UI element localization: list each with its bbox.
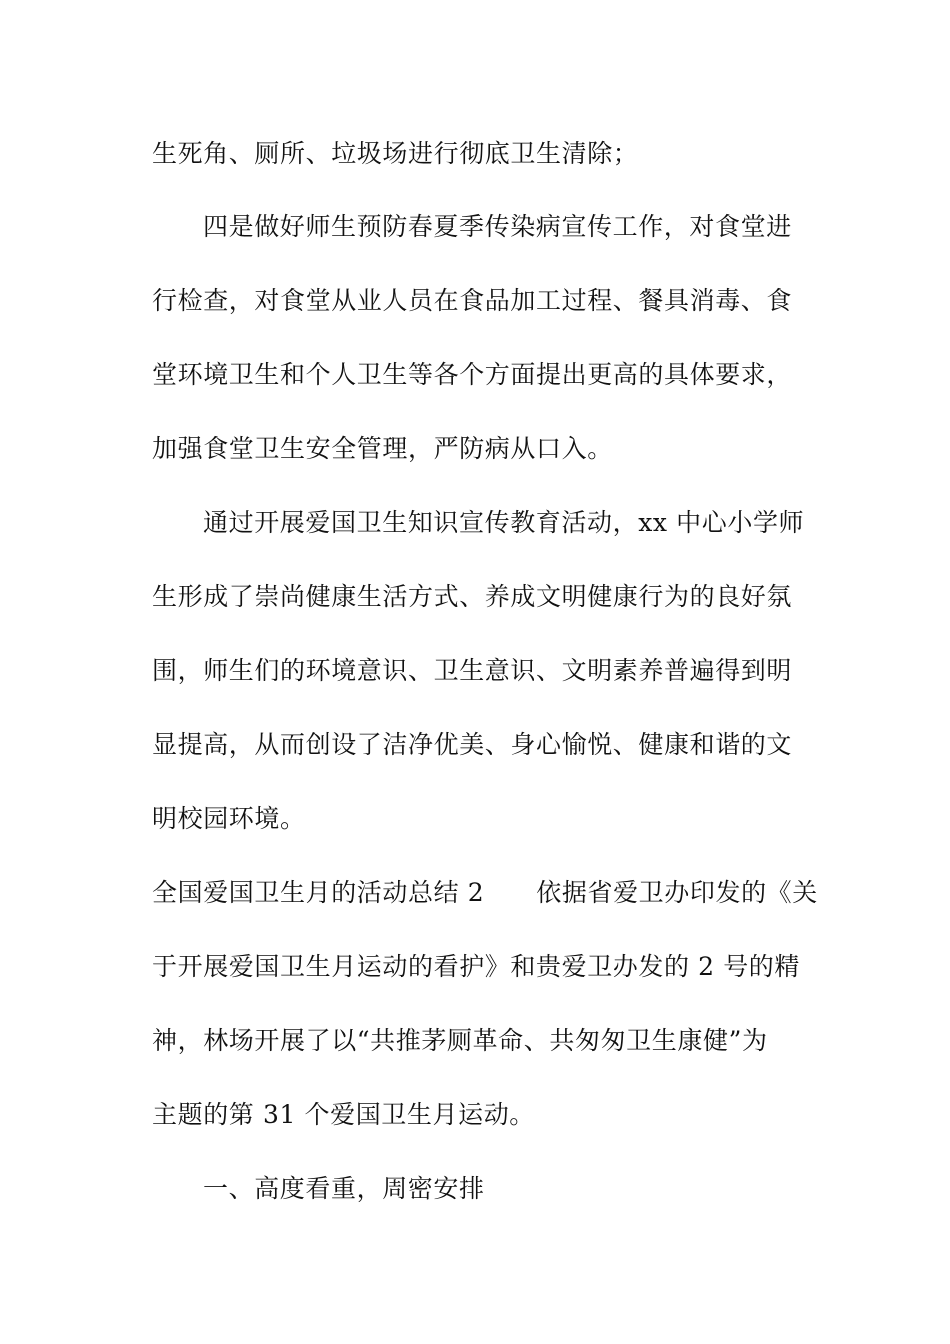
paragraph-line: 四是做好师生预防春夏季传染病宣传工作，对食堂进 — [203, 212, 792, 241]
subheading-line: 一、高度看重，周密安排 — [203, 1174, 485, 1203]
paragraph-line: 围，师生们的环境意识、卫生意识、文明素养普遍得到明 — [152, 656, 793, 685]
paragraph-line: 生形成了崇尚健康生活方式、养成文明健康行为的良好氛 — [152, 582, 793, 611]
paragraph-line: 行检查，对食堂从业人员在食品加工过程、餐具消毒、食 — [152, 286, 793, 315]
paragraph-line: 神，林场开展了以“共推茅厕革命、共匆匆卫生康健”为 — [152, 1026, 768, 1055]
section-heading: 全国爱国卫生月的活动总结 2 — [152, 878, 485, 907]
paragraph-line: 生死角、厕所、垃圾场进行彻底卫生清除； — [152, 139, 639, 168]
section-first-line: 依据省爱卫办印发的《关 — [536, 878, 818, 907]
paragraph-line: 明校园环境。 — [152, 804, 306, 833]
section-heading-line — [152, 877, 818, 909]
paragraph-line: 于开展爱国卫生月运动的看护》和贵爱卫办发的 2 号的精 — [152, 952, 801, 981]
paragraph-line: 显提高，从而创设了洁净优美、身心愉悦、健康和谐的文 — [152, 730, 793, 759]
paragraph-line: 主题的第 31 个爱国卫生月运动。 — [152, 1100, 535, 1129]
paragraph-line: 通过开展爱国卫生知识宣传教育活动，xx 中心小学师 — [203, 508, 805, 537]
paragraph-line: 加强食堂卫生安全管理，严防病从口入。 — [152, 434, 613, 463]
paragraph-line: 堂环境卫生和个人卫生等各个方面提出更高的具体要求， — [152, 360, 793, 389]
